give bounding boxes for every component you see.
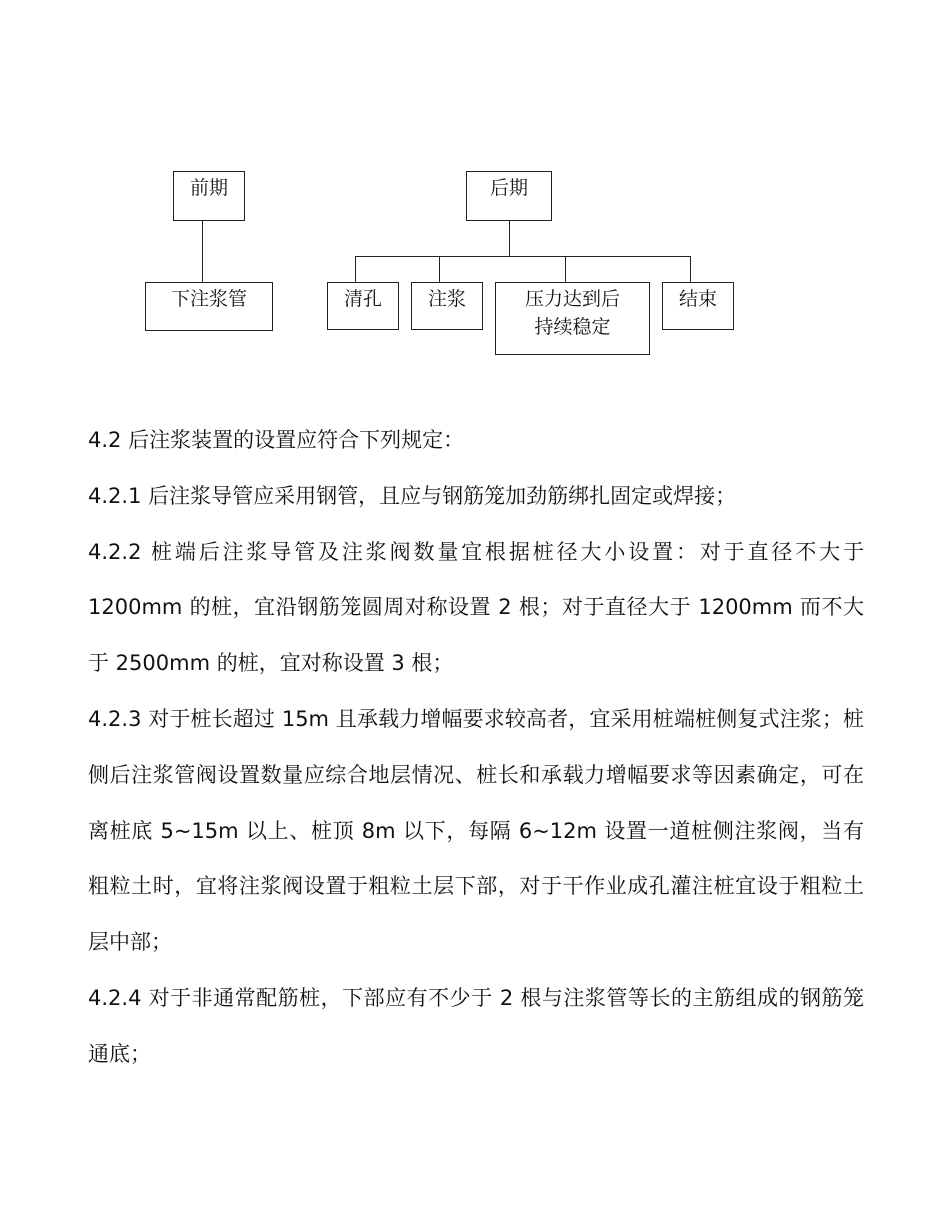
pressure-stable-box: 压力达到后 持续稳定 <box>495 282 650 355</box>
clause-4-2-1: 4.2.1 后注浆导管应采用钢管，且应与钢筋笼加劲筋绑扎固定或焊接； <box>88 483 737 508</box>
section-heading: 4.2 后注浆装置的设置应符合下列规定： <box>88 428 465 452</box>
late-phase-box: 后期 <box>466 171 552 221</box>
branch-clean-hole <box>355 256 356 282</box>
clause-4-2-3: 4.2.3 对于桩长超过 15m 且承载力增幅要求较高者，宜采用桩端桩侧复式注浆；桩侧后注浆管阀设置数量应综合地层情况、桩长和承载力增幅要求等因素确定，可在离桩底 5~15m 以上、桩顶 8m 以下，每隔 6~12m 设置一道桩侧注浆阀，当有粗粒土时，宜将注浆阀设置于粗粒土层下部，对于干作业成孔灌注桩宜设于粗粒土层中部； <box>88 706 864 955</box>
grouting-box: 注浆 <box>411 282 483 330</box>
clause-4-2-4: 4.2.4 对于非通常配筋桩，下部应有不少于 2 根与注浆管等长的主筋组成的钢筋笼通底； <box>88 985 864 1066</box>
branch-grouting <box>439 256 440 282</box>
end-box: 结束 <box>662 282 734 330</box>
branch-end <box>690 256 691 282</box>
early-phase-box: 前期 <box>173 171 245 221</box>
section-4-2 <box>88 413 864 1083</box>
inject-pipe-box: 下注浆管 <box>145 282 273 331</box>
late-connector-vertical <box>509 221 510 257</box>
process-diagram <box>0 0 950 380</box>
clean-hole-box: 清孔 <box>327 282 399 330</box>
clause-4-2-2: 4.2.2 桩端后注浆导管及注浆阀数量宜根据桩径大小设置：对于直径不大于 1200mm 的桩，宜沿钢筋笼圆周对称设置 2 根；对于直径大于 1200mm 而不大于 2500mm 的桩，宜对称设置 3 根； <box>88 539 864 676</box>
branch-pressure <box>565 256 566 282</box>
late-connector-horizontal <box>355 256 691 257</box>
early-connector <box>202 221 203 282</box>
